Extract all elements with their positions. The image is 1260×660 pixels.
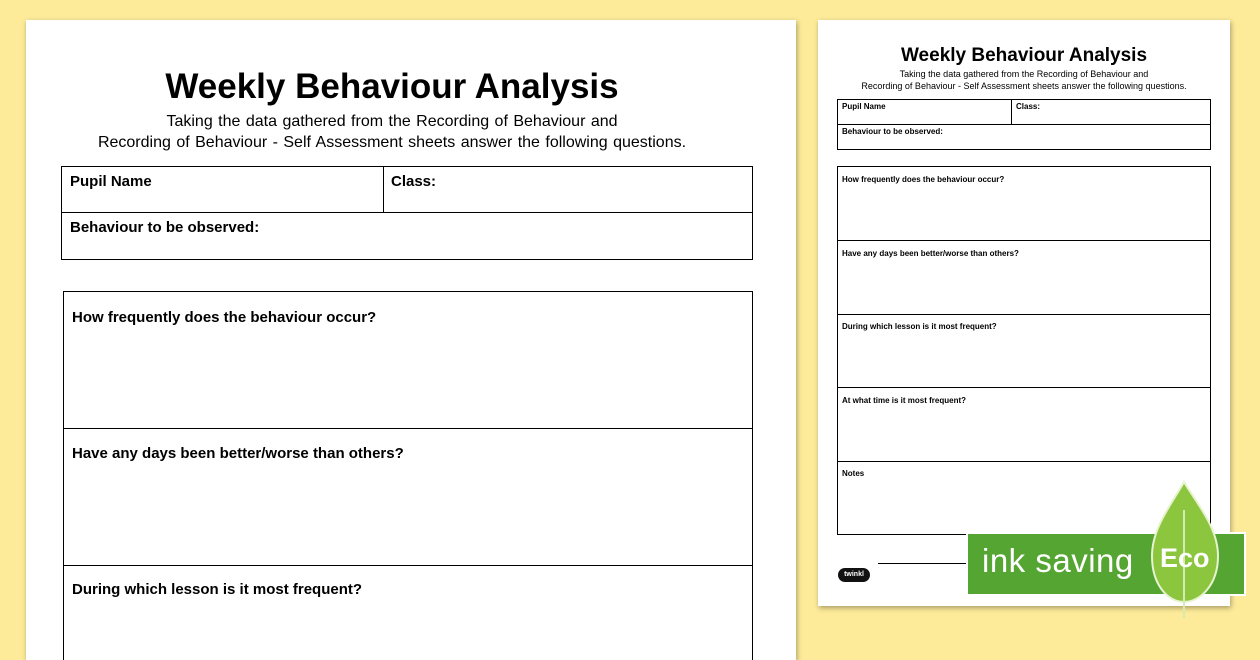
question-lesson[interactable]: During which lesson is it most frequent? xyxy=(72,581,363,598)
class-field[interactable]: Class: xyxy=(391,173,437,190)
intro-line-2: Recording of Behaviour - Self Assessment sheets answer the following questions. xyxy=(97,134,687,151)
behaviour-field[interactable]: Behaviour to be observed: xyxy=(70,219,260,236)
preview-title: Weekly Behaviour Analysis xyxy=(900,45,1148,66)
twinkl-logo: twinkl xyxy=(838,568,870,582)
worksheet-title: Weekly Behaviour Analysis xyxy=(165,67,619,106)
preview-question-3: During which lesson is it most frequent? xyxy=(842,322,997,331)
pupil-name-field[interactable]: Pupil Name xyxy=(70,173,152,190)
preview-intro-line-2: Recording of Behaviour - Self Assessment sheets answer the following questions. xyxy=(861,81,1187,91)
question-frequency[interactable]: How frequently does the behaviour occur? xyxy=(72,309,377,326)
preview-question-5: Notes xyxy=(842,469,865,478)
preview-question-4: At what time is it most frequent? xyxy=(842,396,967,405)
intro-line-1: Taking the data gathered from the Recording of Behaviour and xyxy=(166,113,618,130)
preview-class: Class: xyxy=(1016,102,1041,111)
question-days[interactable]: Have any days been better/worse than others? xyxy=(72,445,404,462)
badge-ink-saving-text: ink saving xyxy=(982,542,1134,579)
worksheet-page-large xyxy=(26,20,796,660)
preview-question-1: How frequently does the behaviour occur? xyxy=(842,175,1005,184)
preview-intro-line-1: Taking the data gathered from the Recording of Behaviour and xyxy=(899,69,1149,79)
worksheet-intro xyxy=(71,111,713,153)
preview-pupil-name: Pupil Name xyxy=(842,102,886,111)
preview-question-2: Have any days been better/worse than others? xyxy=(842,249,1019,258)
preview-intro xyxy=(818,68,1230,92)
questions-table xyxy=(63,291,753,660)
badge-eco-text: Eco xyxy=(1160,543,1210,573)
preview-behaviour: Behaviour to be observed: xyxy=(842,127,943,136)
